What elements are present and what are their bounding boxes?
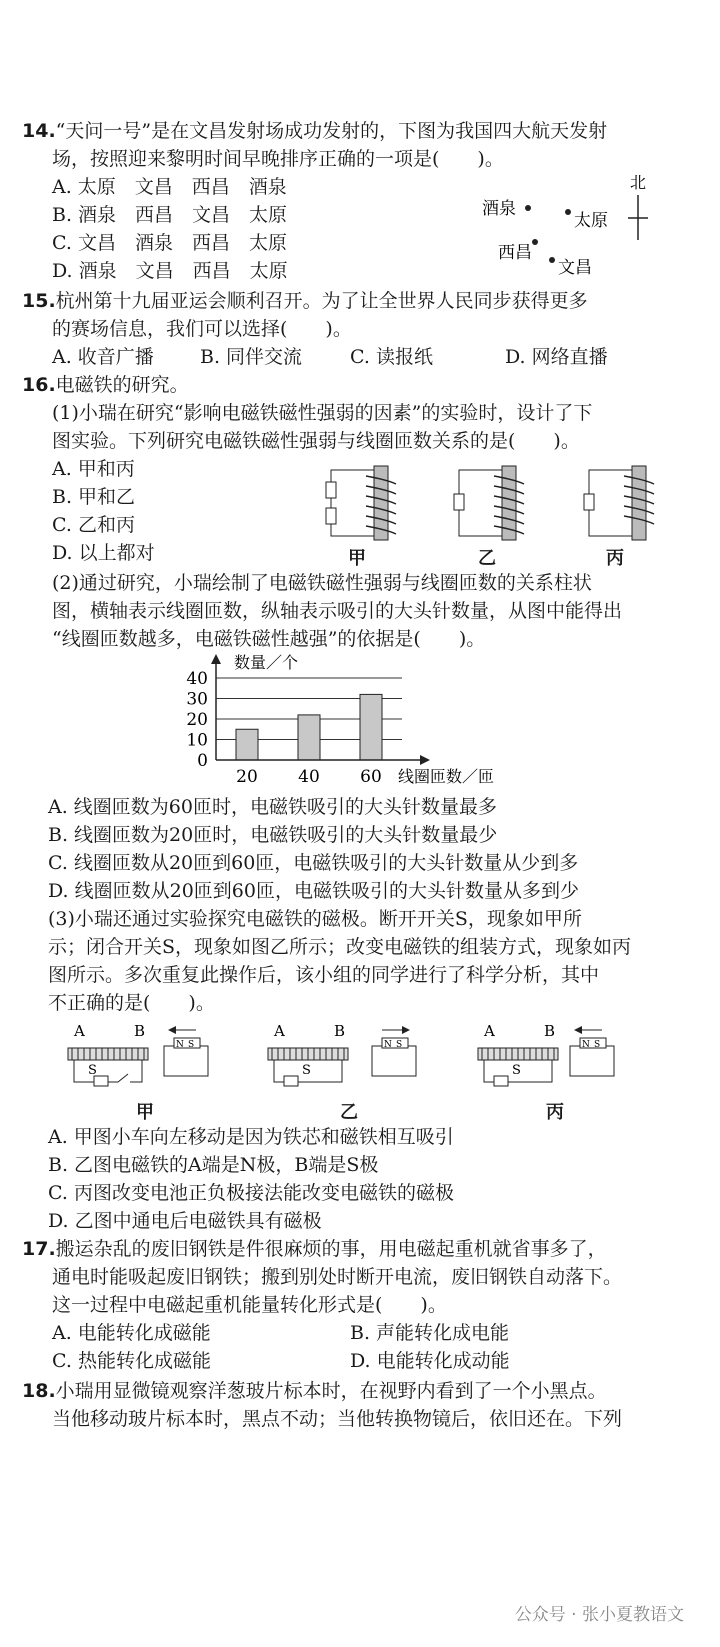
q16-p3-line1: (3)小瑞还通过实验探究电磁铁的磁极。断开开关S，现象如甲所 bbox=[48, 908, 582, 930]
chart-xticks bbox=[236, 767, 382, 787]
y-tick-label: 40 bbox=[186, 669, 208, 689]
q14-option-d: D. 酒泉 文昌 西昌 太原 bbox=[52, 260, 288, 282]
q17-option-c: C. 热能转化成磁能 bbox=[52, 1350, 211, 1372]
q16-p3-option-a: A. 甲图小车向左移动是因为铁芯和磁铁相互吸引 bbox=[48, 1126, 454, 1148]
q16-p3-option-c: C. 丙图改变电池正负极接法能改变电磁铁的磁极 bbox=[48, 1182, 454, 1204]
q16-p2-option-a: A. 线圈匝数为60匝时，电磁铁吸引的大头针数量最多 bbox=[48, 796, 497, 818]
q16-p3-line3: 图所示。多次重复此操作后，该小组的同学进行了科学分析，其中 bbox=[48, 964, 600, 986]
svg-text:N: N bbox=[384, 1040, 392, 1050]
watermark: 公众号 · 张小夏教语文 bbox=[514, 1605, 684, 1625]
q15-option-d: D. 网络直播 bbox=[505, 346, 608, 368]
wenchang-dot bbox=[549, 257, 555, 263]
bar-60 bbox=[360, 694, 382, 760]
magnet-pole-figure bbox=[60, 1020, 660, 1098]
fig3-label-bing: 丙 bbox=[546, 1102, 564, 1123]
svg-text:S: S bbox=[88, 1063, 97, 1078]
chart-bars bbox=[236, 694, 382, 760]
q18-line2: 当他移动玻片标本时，黑点不动；当他转换物镜后，依旧还在。下列 bbox=[52, 1408, 623, 1430]
wenchang-label: 文昌 bbox=[558, 258, 592, 278]
north-label: 北 bbox=[630, 173, 647, 192]
fig3-label-yi: 乙 bbox=[340, 1102, 358, 1123]
q17-option-b: B. 声能转化成电能 bbox=[350, 1322, 510, 1344]
svg-text:B: B bbox=[544, 1022, 556, 1040]
q15-option-c: C. 读报纸 bbox=[350, 346, 433, 368]
y-axis-arrow bbox=[211, 654, 221, 664]
svg-text:A: A bbox=[484, 1022, 495, 1040]
chart-ylabel: 数量／个 bbox=[234, 653, 299, 672]
svg-text:S: S bbox=[512, 1063, 521, 1078]
y-tick-label: 30 bbox=[186, 689, 208, 710]
q14-option-c: C. 文昌 酒泉 西昌 太原 bbox=[52, 232, 287, 254]
svg-text:B: B bbox=[334, 1022, 346, 1040]
jiuquan-dot bbox=[525, 205, 531, 211]
q16-p2-line1: (2)通过研究，小瑞绘制了电磁铁磁性强弱与线圈匝数的关系柱状 bbox=[52, 572, 592, 594]
q16-p1-option-c: C. 乙和丙 bbox=[52, 514, 135, 536]
fig1-label-yi: 乙 bbox=[478, 548, 496, 569]
q16-p1-option-b: B. 甲和乙 bbox=[52, 486, 136, 508]
q16-p2-option-b: B. 线圈匝数为20匝时，电磁铁吸引的大头针数量最少 bbox=[48, 824, 498, 846]
q18-line1: 18.小瑞用显微镜观察洋葱玻片标本时，在视野内看到了一个小黑点。 bbox=[22, 1380, 607, 1402]
q17-line3: 这一过程中电磁起重机能量转化形式是( )。 bbox=[52, 1294, 447, 1316]
q16-title: 16.电磁铁的研究。 bbox=[22, 374, 189, 396]
y-tick-label: 0 bbox=[197, 751, 208, 771]
q15-option-a: A. 收音广播 bbox=[52, 346, 154, 368]
q14-line2: 场，按照迎来黎明时间早晚排序正确的一项是( )。 bbox=[52, 148, 504, 170]
svg-text:S: S bbox=[302, 1063, 311, 1078]
q15-option-b: B. 同伴交流 bbox=[200, 346, 303, 368]
xichang-label: 西昌 bbox=[498, 243, 532, 263]
bar-40 bbox=[298, 715, 320, 760]
q15-line2: 的赛场信息，我们可以选择( )。 bbox=[52, 318, 352, 340]
svg-text:S: S bbox=[188, 1040, 195, 1050]
q16-p1-option-d: D. 以上都对 bbox=[52, 542, 155, 564]
q14-option-a: A. 太原 文昌 西昌 酒泉 bbox=[52, 176, 287, 198]
circuit-bing bbox=[584, 466, 654, 540]
q16-p1-option-a: A. 甲和丙 bbox=[52, 458, 135, 480]
q17-line1: 17.搬运杂乱的废旧钢铁是件很麻烦的事，用电磁起重机就省事多了， bbox=[22, 1238, 607, 1260]
q16-p2-option-d: D. 线圈匝数从20匝到60匝，电磁铁吸引的大头针数量从多到少 bbox=[48, 880, 579, 902]
coil-experiment-figure bbox=[318, 462, 678, 544]
q16-p2-option-c: C. 线圈匝数从20匝到60匝，电磁铁吸引的大头针数量从少到多 bbox=[48, 852, 579, 874]
q16-p2-line2: 图，横轴表示线圈匝数，纵轴表示吸引的大头针数量，从图中能得出 bbox=[52, 600, 623, 622]
q15-line1: 15.杭州第十九届亚运会顺利召开。为了让全世界人民同步获得更多 bbox=[22, 290, 588, 312]
chart-yticks bbox=[186, 669, 208, 771]
xichang-dot bbox=[532, 239, 538, 245]
q16-p3-option-b: B. 乙图电磁铁的A端是N极，B端是S极 bbox=[48, 1154, 379, 1176]
fig1-label-jia: 甲 bbox=[348, 548, 366, 569]
q17-line2: 通电时能吸起废旧钢铁；搬到别处时断开电流，废旧钢铁自动落下。 bbox=[52, 1266, 623, 1288]
bar-chart bbox=[180, 652, 520, 792]
y-tick-label: 10 bbox=[186, 730, 208, 751]
q16-p3-option-d: D. 乙图中通电后电磁铁具有磁极 bbox=[48, 1210, 322, 1232]
q16-p1-line2: 图实验。下列研究电磁铁磁性强弱与线圈匝数关系的是( )。 bbox=[52, 430, 580, 452]
y-tick-label: 20 bbox=[186, 710, 208, 730]
launch-site-map bbox=[470, 170, 670, 285]
setup-yi bbox=[268, 1022, 416, 1086]
setup-bing bbox=[478, 1022, 614, 1086]
x-tick-label: 20 bbox=[236, 767, 258, 787]
circuit-yi bbox=[454, 466, 524, 540]
setup-jia bbox=[68, 1022, 208, 1086]
q16-p1-line1: (1)小瑞在研究“影响电磁铁磁性强弱的因素”的实验时，设计了下 bbox=[52, 402, 593, 424]
q17-option-a: A. 电能转化成磁能 bbox=[52, 1322, 211, 1344]
circuit-jia bbox=[326, 466, 396, 540]
svg-text:S: S bbox=[396, 1040, 403, 1050]
x-axis-arrow bbox=[420, 755, 430, 765]
svg-text:S: S bbox=[594, 1040, 601, 1050]
q14-line1: 14.“天问一号”是在文昌发射场成功发射的，下图为我国四大航天发射 bbox=[22, 120, 608, 142]
x-tick-label: 40 bbox=[298, 767, 320, 787]
svg-text:N: N bbox=[582, 1040, 590, 1050]
jiuquan-label: 酒泉 bbox=[482, 199, 516, 219]
bar-20 bbox=[236, 729, 258, 760]
x-tick-label: 60 bbox=[360, 767, 382, 787]
chart-xlabel: 线圈匝数／匝 bbox=[398, 767, 495, 786]
taiyuan-dot bbox=[565, 209, 571, 215]
fig1-label-bing: 丙 bbox=[606, 548, 624, 569]
q17-option-d: D. 电能转化成动能 bbox=[350, 1350, 510, 1372]
q16-p3-line2: 示；闭合开关S，现象如图乙所示；改变电磁铁的组装方式，现象如丙 bbox=[48, 936, 632, 958]
svg-text:B: B bbox=[134, 1022, 146, 1040]
q16-p2-line3: “线圈匝数越多，电磁铁磁性越强”的依据是( )。 bbox=[52, 628, 486, 650]
fig3-label-jia: 甲 bbox=[136, 1102, 154, 1123]
svg-text:A: A bbox=[274, 1022, 285, 1040]
taiyuan-label: 太原 bbox=[574, 211, 608, 231]
svg-text:N: N bbox=[176, 1040, 184, 1050]
q14-option-b: B. 酒泉 西昌 文昌 太原 bbox=[52, 204, 288, 226]
svg-text:A: A bbox=[74, 1022, 85, 1040]
q16-p3-line4: 不正确的是( )。 bbox=[48, 992, 215, 1014]
